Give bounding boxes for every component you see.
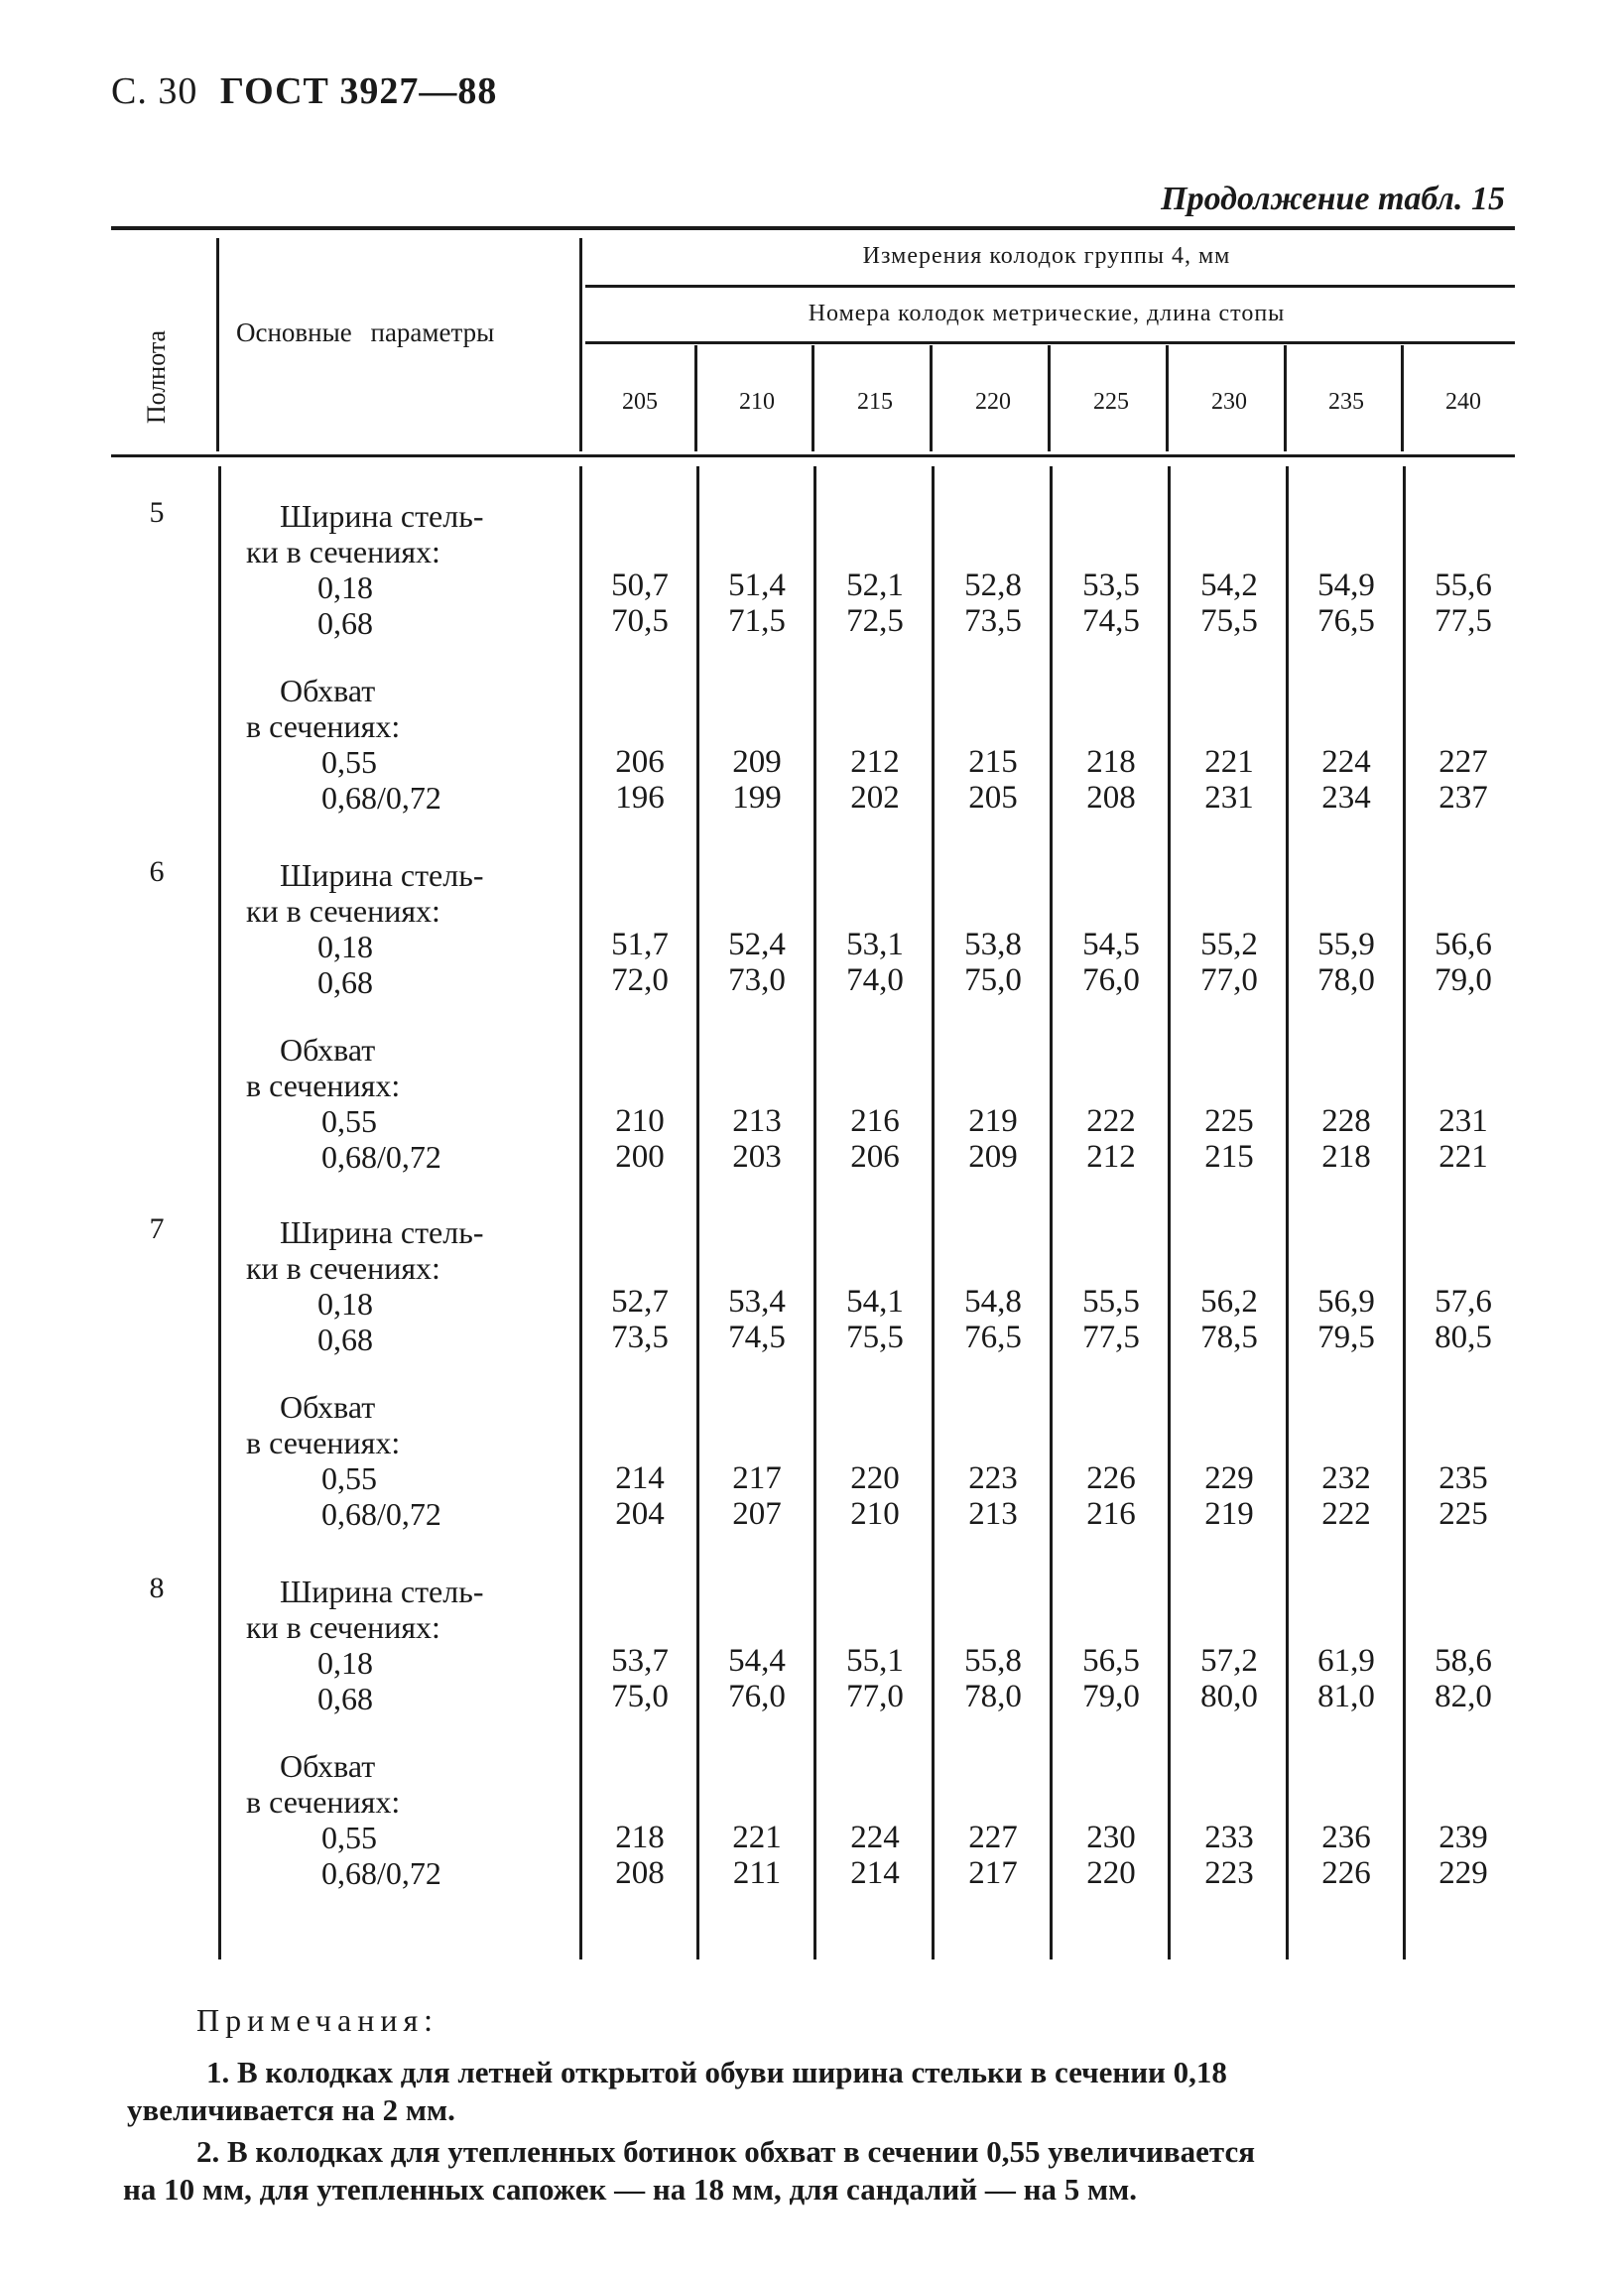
width-018-value: 56,9 (1317, 1284, 1375, 1320)
numbers-header: Номера колодок метрические, длина стопы (808, 301, 1286, 326)
width-068-value: 74,0 (846, 962, 904, 998)
girth-068-value: 214 (850, 1855, 900, 1891)
width-018-value: 54,1 (846, 1284, 904, 1320)
width-018-value: 58,6 (1435, 1643, 1492, 1679)
girth-068-value: 202 (850, 780, 900, 816)
param-width-label: ки в сечениях: (246, 1609, 440, 1645)
width-018-value: 53,8 (964, 927, 1022, 962)
param-width-label: Ширина стель- (280, 1574, 484, 1609)
girth-068-value: 210 (850, 1496, 900, 1532)
girth-068-value: 223 (1204, 1855, 1254, 1891)
body-divider-fullness (218, 466, 221, 1959)
girth-055-value: 221 (1204, 744, 1254, 780)
width-068-value: 79,5 (1317, 1320, 1375, 1355)
param-girth-label: 0,68/0,72 (321, 1496, 441, 1532)
width-068-value: 74,5 (728, 1320, 786, 1355)
header-bottom-rule (111, 454, 1515, 457)
width-018-value: 54,4 (728, 1643, 786, 1679)
width-068-value: 72,5 (846, 603, 904, 639)
group-header: Измерения колодок группы 4, мм (862, 243, 1231, 269)
note-2-line-1: 2. В колодках для утепленных ботинок обхват в сечении 0,55 увеличивается (196, 2134, 1255, 2169)
girth-055-value: 239 (1438, 1820, 1488, 1855)
body-divider-size (813, 466, 816, 1959)
width-018-value: 55,6 (1435, 568, 1492, 603)
param-width-label: ки в сечениях: (246, 1250, 440, 1286)
param-width-label: ки в сечениях: (246, 534, 440, 569)
girth-055-value: 222 (1086, 1103, 1136, 1139)
param-width-label: 0,18 (317, 1286, 373, 1322)
girth-068-value: 209 (968, 1139, 1018, 1175)
size-header: 240 (1445, 389, 1481, 415)
width-068-value: 80,5 (1435, 1320, 1492, 1355)
girth-055-value: 224 (850, 1820, 900, 1855)
width-018-value: 52,1 (846, 568, 904, 603)
width-068-value: 77,0 (1200, 962, 1258, 998)
body-divider-params (579, 466, 582, 1959)
girth-068-value: 212 (1086, 1139, 1136, 1175)
size-header: 230 (1211, 389, 1247, 415)
girth-068-value: 215 (1204, 1139, 1254, 1175)
page-header (111, 69, 497, 113)
param-girth-label: Обхват (280, 1389, 376, 1425)
table-top-rule (111, 226, 1515, 230)
size-header: 210 (739, 389, 775, 415)
width-018-value: 55,5 (1082, 1284, 1140, 1320)
width-018-value: 55,2 (1200, 927, 1258, 962)
width-068-value: 79,0 (1435, 962, 1492, 998)
width-018-value: 57,6 (1435, 1284, 1492, 1320)
size-header: 225 (1093, 389, 1129, 415)
body-divider-size (932, 466, 935, 1959)
width-018-value: 53,1 (846, 927, 904, 962)
width-068-value: 77,5 (1435, 603, 1492, 639)
girth-055-value: 218 (1086, 744, 1136, 780)
girth-055-value: 220 (850, 1460, 900, 1496)
girth-055-value: 216 (850, 1103, 900, 1139)
param-width-label: ки в сечениях: (246, 893, 440, 929)
width-068-value: 73,0 (728, 962, 786, 998)
param-girth-label: в сечениях: (246, 708, 401, 744)
width-018-value: 56,5 (1082, 1643, 1140, 1679)
width-068-value: 73,5 (611, 1320, 669, 1355)
numbers-header-rule (585, 341, 1515, 344)
girth-068-value: 222 (1321, 1496, 1371, 1532)
girth-055-value: 212 (850, 744, 900, 780)
width-068-value: 72,0 (611, 962, 669, 998)
girth-055-value: 232 (1321, 1460, 1371, 1496)
param-width-label: Ширина стель- (280, 498, 484, 534)
girth-068-value: 203 (732, 1139, 782, 1175)
girth-055-value: 233 (1204, 1820, 1254, 1855)
param-girth-label: 0,55 (321, 744, 377, 780)
width-068-value: 78,0 (1317, 962, 1375, 998)
fullness-value: 6 (149, 855, 165, 888)
param-girth-label: 0,55 (321, 1820, 377, 1855)
width-068-value: 78,5 (1200, 1320, 1258, 1355)
width-068-value: 75,5 (1200, 603, 1258, 639)
fullness-value: 7 (149, 1212, 165, 1245)
girth-055-value: 229 (1204, 1460, 1254, 1496)
girth-068-value: 205 (968, 780, 1018, 816)
girth-055-value: 225 (1204, 1103, 1254, 1139)
width-018-value: 54,8 (964, 1284, 1022, 1320)
width-068-value: 75,0 (964, 962, 1022, 998)
width-068-value: 71,5 (728, 603, 786, 639)
girth-068-value: 226 (1321, 1855, 1371, 1891)
note-2-line-2: на 10 мм, для утепленных сапожек — на 18 мм, для сандалий — на 5 мм. (123, 2172, 1137, 2207)
girth-068-value: 218 (1321, 1139, 1371, 1175)
fullness-value: 5 (149, 496, 165, 529)
girth-068-value: 234 (1321, 780, 1371, 816)
girth-055-value: 206 (615, 744, 665, 780)
girth-068-value: 199 (732, 780, 782, 816)
size-header: 205 (622, 389, 658, 415)
girth-068-value: 217 (968, 1855, 1018, 1891)
width-018-value: 55,8 (964, 1643, 1022, 1679)
size-header: 215 (857, 389, 893, 415)
girth-068-value: 221 (1438, 1139, 1488, 1175)
girth-068-value: 220 (1086, 1855, 1136, 1891)
param-width-label: 0,18 (317, 1645, 373, 1681)
width-068-value: 82,0 (1435, 1679, 1492, 1714)
width-068-value: 76,0 (728, 1679, 786, 1714)
size-header: 235 (1328, 389, 1364, 415)
body-divider-size (1168, 466, 1171, 1959)
param-girth-label: Обхват (280, 1748, 376, 1784)
girth-055-value: 227 (968, 1820, 1018, 1855)
width-018-value: 51,4 (728, 568, 786, 603)
width-018-value: 52,8 (964, 568, 1022, 603)
girth-055-value: 224 (1321, 744, 1371, 780)
param-girth-label: в сечениях: (246, 1068, 401, 1103)
width-068-value: 78,0 (964, 1679, 1022, 1714)
table-caption: Продолжение табл. 15 (1161, 181, 1505, 217)
param-girth-label: Обхват (280, 673, 376, 708)
girth-068-value: 208 (615, 1855, 665, 1891)
girth-055-value: 226 (1086, 1460, 1136, 1496)
body-divider-size (1286, 466, 1289, 1959)
girth-055-value: 235 (1438, 1460, 1488, 1496)
width-018-value: 54,5 (1082, 927, 1140, 962)
girth-055-value: 215 (968, 744, 1018, 780)
girth-055-value: 217 (732, 1460, 782, 1496)
girth-055-value: 230 (1086, 1820, 1136, 1855)
girth-068-value: 231 (1204, 780, 1254, 816)
param-girth-label: 0,68/0,72 (321, 1139, 441, 1175)
width-068-value: 76,5 (1317, 603, 1375, 639)
fullness-value: 8 (149, 1572, 165, 1604)
width-018-value: 56,6 (1435, 927, 1492, 962)
size-header: 220 (975, 389, 1011, 415)
param-girth-label: в сечениях: (246, 1784, 401, 1820)
girth-055-value: 219 (968, 1103, 1018, 1139)
girth-068-value: 208 (1086, 780, 1136, 816)
width-068-value: 75,5 (846, 1320, 904, 1355)
girth-068-value: 200 (615, 1139, 665, 1175)
body-divider-size (1403, 466, 1406, 1959)
param-width-label: 0,68 (317, 964, 373, 1000)
width-018-value: 53,7 (611, 1643, 669, 1679)
width-018-value: 55,1 (846, 1643, 904, 1679)
width-018-value: 55,9 (1317, 927, 1375, 962)
note-1-line-1: 1. В колодках для летней открытой обуви ширина стельки в сечении 0,18 (206, 2055, 1227, 2089)
page-number: С. 30 (111, 70, 198, 112)
notes-title: Примечания: (196, 2002, 439, 2038)
girth-068-value: 237 (1438, 780, 1488, 816)
param-width-label: 0,18 (317, 569, 373, 605)
width-018-value: 54,2 (1200, 568, 1258, 603)
girth-055-value: 210 (615, 1103, 665, 1139)
girth-055-value: 223 (968, 1460, 1018, 1496)
width-018-value: 50,7 (611, 568, 669, 603)
param-girth-label: 0,55 (321, 1103, 377, 1139)
header-divider-params (579, 238, 582, 451)
width-018-value: 51,7 (611, 927, 669, 962)
girth-068-value: 204 (615, 1496, 665, 1532)
girth-068-value: 206 (850, 1139, 900, 1175)
width-068-value: 77,0 (846, 1679, 904, 1714)
girth-068-value: 213 (968, 1496, 1018, 1532)
girth-055-value: 236 (1321, 1820, 1371, 1855)
girth-055-value: 218 (615, 1820, 665, 1855)
standard-code: ГОСТ 3927—88 (219, 70, 498, 112)
girth-055-value: 227 (1438, 744, 1488, 780)
param-width-label: 0,68 (317, 1322, 373, 1357)
width-068-value: 81,0 (1317, 1679, 1375, 1714)
param-width-label: 0,68 (317, 605, 373, 641)
width-018-value: 53,4 (728, 1284, 786, 1320)
width-068-value: 73,5 (964, 603, 1022, 639)
girth-055-value: 228 (1321, 1103, 1371, 1139)
param-girth-label: в сечениях: (246, 1425, 401, 1460)
body-divider-size (696, 466, 699, 1959)
width-018-value: 52,7 (611, 1284, 669, 1320)
girth-055-value: 209 (732, 744, 782, 780)
param-girth-label: Обхват (280, 1032, 376, 1068)
header-divider-fullness (216, 238, 219, 451)
girth-055-value: 214 (615, 1460, 665, 1496)
width-018-value: 54,9 (1317, 568, 1375, 603)
girth-068-value: 219 (1204, 1496, 1254, 1532)
param-girth-label: 0,68/0,72 (321, 780, 441, 816)
width-068-value: 70,5 (611, 603, 669, 639)
width-018-value: 53,5 (1082, 568, 1140, 603)
girth-068-value: 225 (1438, 1496, 1488, 1532)
param-width-label: Ширина стель- (280, 857, 484, 893)
param-girth-label: 0,68/0,72 (321, 1855, 441, 1891)
girth-068-value: 229 (1438, 1855, 1488, 1891)
param-width-label: Ширина стель- (280, 1214, 484, 1250)
param-width-label: 0,68 (317, 1681, 373, 1716)
param-width-label: 0,18 (317, 929, 373, 964)
column-header-fullness: Полнота (142, 329, 171, 425)
width-068-value: 79,0 (1082, 1679, 1140, 1714)
width-068-value: 76,5 (964, 1320, 1022, 1355)
width-018-value: 52,4 (728, 927, 786, 962)
width-018-value: 56,2 (1200, 1284, 1258, 1320)
girth-055-value: 231 (1438, 1103, 1488, 1139)
param-girth-label: 0,55 (321, 1460, 377, 1496)
girth-055-value: 213 (732, 1103, 782, 1139)
width-018-value: 61,9 (1317, 1643, 1375, 1679)
girth-068-value: 196 (615, 780, 665, 816)
column-header-params: Основные параметры (236, 317, 495, 347)
girth-068-value: 207 (732, 1496, 782, 1532)
width-068-value: 75,0 (611, 1679, 669, 1714)
width-068-value: 76,0 (1082, 962, 1140, 998)
width-018-value: 57,2 (1200, 1643, 1258, 1679)
girth-068-value: 211 (732, 1855, 782, 1891)
width-068-value: 77,5 (1082, 1320, 1140, 1355)
note-1-line-2: увеличивается на 2 мм. (127, 2092, 455, 2127)
girth-068-value: 216 (1086, 1496, 1136, 1532)
body-divider-size (1050, 466, 1053, 1959)
group-header-rule (585, 285, 1515, 288)
girth-055-value: 221 (732, 1820, 782, 1855)
width-068-value: 74,5 (1082, 603, 1140, 639)
width-068-value: 80,0 (1200, 1679, 1258, 1714)
